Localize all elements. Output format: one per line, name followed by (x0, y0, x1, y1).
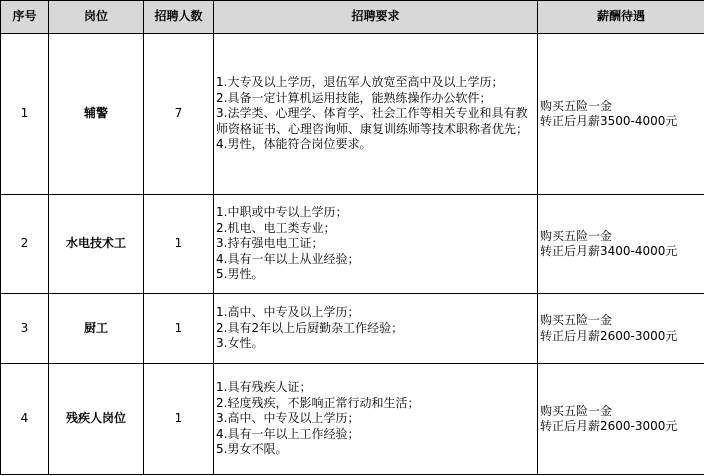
requirement-line: 2.轻度残疾，不影响正常行动和生活； (216, 395, 420, 410)
row-count: 1 (144, 364, 214, 475)
requirement-line: 3.法学类、心理学、体育学、社会工作等相关专业和具有教师资格证书、心理咨询师、康复训练师等技术职称者优先； (216, 106, 529, 136)
header-no: 序号 (1, 1, 49, 34)
requirement-line: 3.持有强电电工证； (216, 236, 324, 251)
row-no: 3 (1, 294, 49, 364)
row-requirements (214, 34, 538, 195)
header-position: 岗位 (49, 1, 144, 34)
requirement-line: 3.高中、中专及以上学历； (216, 411, 360, 426)
table-row (1, 195, 704, 294)
requirement-line: 1.具有残疾人证； (216, 380, 312, 395)
row-count: 1 (144, 195, 214, 294)
row-no: 2 (1, 195, 49, 294)
requirement-line: 1.中职或中专以上学历； (216, 205, 348, 220)
requirement-line: 2.机电、电工类专业； (216, 220, 336, 235)
requirement-line: 2.具有2年以上后厨勤杂工作经验； (216, 320, 404, 335)
row-pay (538, 34, 704, 195)
requirement-line: 4.具有一年以上从业经验； (216, 251, 360, 266)
row-position: 残疾人岗位 (49, 364, 144, 475)
pay-benefits: 购买五险一金 (540, 403, 613, 418)
table-row (1, 294, 704, 364)
row-position: 厨工 (49, 294, 144, 364)
row-position: 辅警 (49, 34, 144, 195)
table-row (1, 364, 704, 475)
requirement-line: 4.男性，体能符合岗位要求。 (216, 137, 372, 152)
table-row (1, 34, 704, 195)
header-count: 招聘人数 (144, 1, 214, 34)
pay-salary: 转正后月薪2600-3000元 (540, 328, 678, 343)
pay-benefits: 购买五险一金 (540, 98, 613, 113)
row-pay (538, 294, 704, 364)
row-no: 1 (1, 34, 49, 195)
row-requirements (214, 294, 538, 364)
pay-salary: 转正后月薪3400-4000元 (540, 244, 678, 258)
row-count: 1 (144, 294, 214, 364)
pay-salary: 转正后月薪2600-3000元 (540, 419, 678, 433)
header-row (1, 1, 704, 34)
row-no: 4 (1, 364, 49, 475)
row-count: 7 (144, 34, 214, 195)
requirement-line: 5.男性。 (216, 267, 264, 282)
row-requirements (214, 364, 538, 475)
header-requirements: 招聘要求 (214, 1, 538, 34)
requirement-line: 1.大专及以上学历，退伍军人放宽至高中及以上学历； (216, 75, 504, 90)
header-pay: 薪酬待遇 (538, 1, 704, 34)
row-pay (538, 195, 704, 294)
pay-benefits: 购买五险一金 (540, 313, 613, 327)
requirement-line: 5.男女不限。 (216, 442, 288, 457)
requirement-line: 4.具有一年以上工作经验； (216, 426, 360, 441)
requirement-line: 3.女性。 (216, 336, 264, 351)
pay-benefits: 购买五险一金 (540, 228, 613, 243)
requirement-line: 1.高中、中专及以上学历； (216, 305, 360, 320)
pay-salary: 转正后月薪3500-4000元 (540, 114, 678, 128)
row-pay (538, 364, 704, 475)
requirement-line: 2.具备一定计算机运用技能，能熟练操作办公软件； (216, 90, 492, 105)
row-requirements (214, 195, 538, 294)
row-position: 水电技术工 (49, 195, 144, 294)
